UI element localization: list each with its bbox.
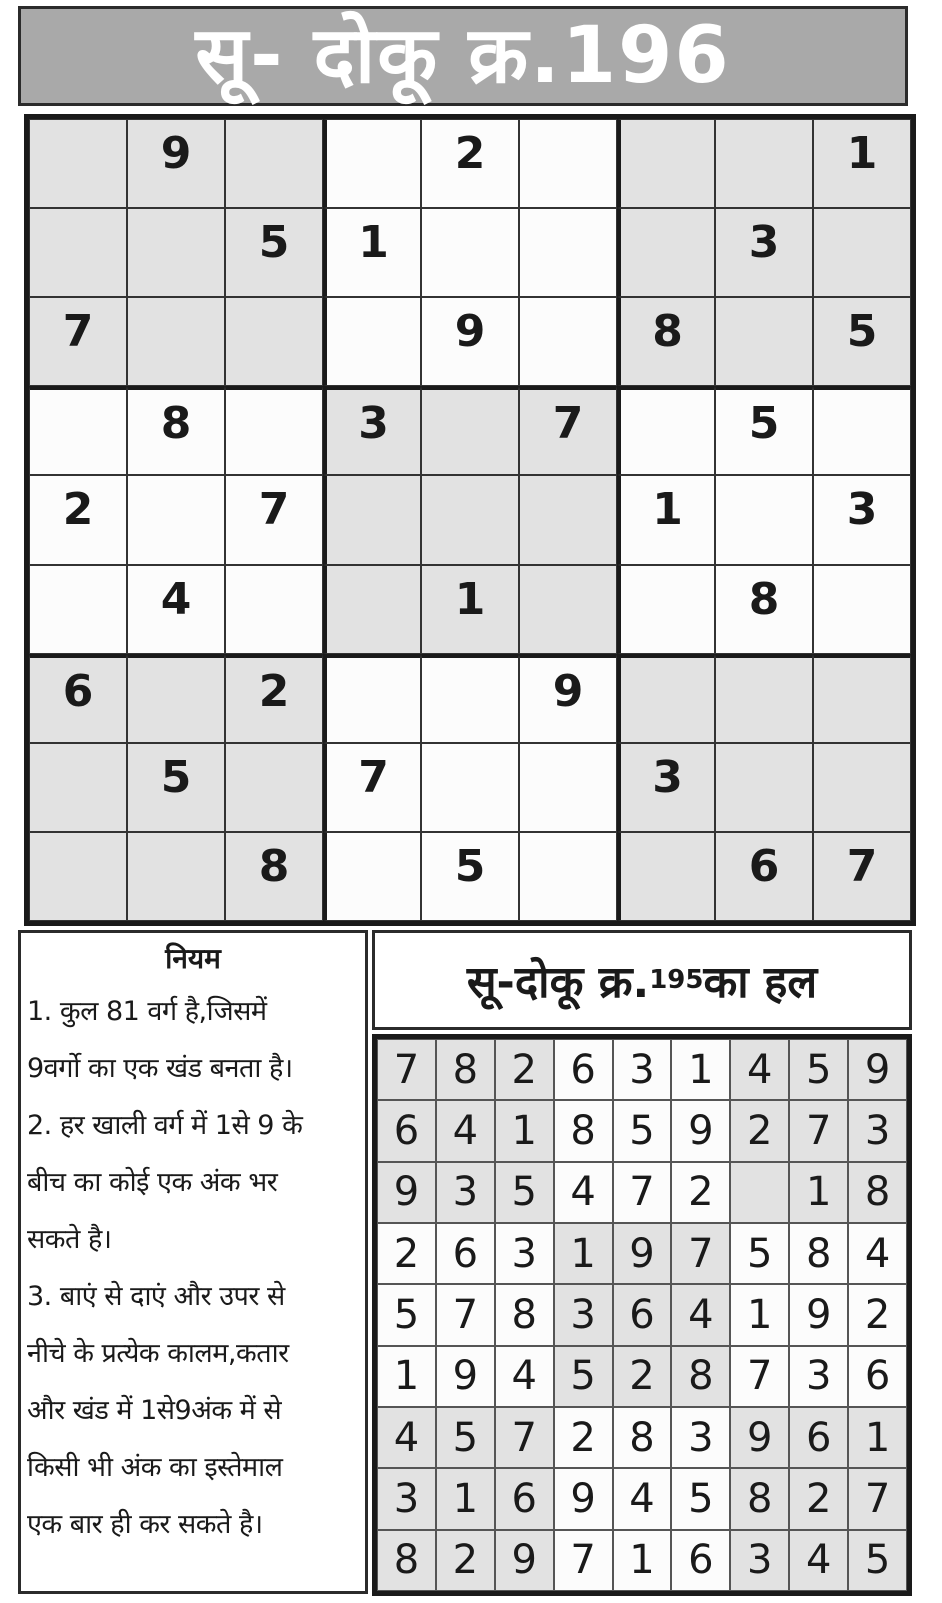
solution-cell: 4	[613, 1468, 672, 1529]
solution-cell: 6	[789, 1407, 848, 1468]
solution-heading-number: 195	[649, 965, 704, 995]
solution-cell: 3	[848, 1100, 907, 1161]
puzzle-cell[interactable]: 5	[715, 386, 813, 475]
solution-cell: 1	[495, 1100, 554, 1161]
solution-cell: 4	[554, 1162, 613, 1223]
puzzle-cell[interactable]	[127, 654, 225, 743]
puzzle-cell[interactable]	[715, 743, 813, 832]
rule-line: और खंड में 1से9अंक में से	[27, 1395, 282, 1426]
puzzle-cell[interactable]	[225, 386, 323, 475]
solution-cell: 2	[730, 1100, 789, 1161]
solution-cell: 2	[671, 1162, 730, 1223]
puzzle-cell[interactable]	[225, 297, 323, 386]
puzzle-cell[interactable]	[421, 475, 519, 564]
puzzle-cell[interactable]: 2	[29, 475, 127, 564]
solution-cell: 4	[848, 1223, 907, 1284]
solution-cell: 4	[789, 1530, 848, 1591]
solution-cell: 7	[730, 1346, 789, 1407]
puzzle-cell[interactable]	[421, 743, 519, 832]
rule-line: 1. कुल 81 वर्ग है,जिसमें	[27, 996, 267, 1027]
puzzle-cell[interactable]	[127, 832, 225, 921]
solution-cell: 7	[377, 1039, 436, 1100]
rule-line: 9वर्गो का एक खंड बनता है।	[27, 1053, 293, 1084]
solution-cell: 4	[671, 1284, 730, 1345]
solution-cell: 9	[848, 1039, 907, 1100]
solution-cell: 7	[613, 1162, 672, 1223]
puzzle-cell[interactable]	[29, 832, 127, 921]
solution-cell: 8	[436, 1039, 495, 1100]
puzzle-cell[interactable]	[519, 565, 617, 654]
puzzle-cell[interactable]: 7	[813, 832, 911, 921]
puzzle-cell[interactable]: 8	[617, 297, 715, 386]
puzzle-cell[interactable]	[715, 475, 813, 564]
puzzle-cell[interactable]	[813, 386, 911, 475]
puzzle-cell[interactable]: 2	[421, 119, 519, 208]
puzzle-cell[interactable]: 7	[29, 297, 127, 386]
solution-cell: 5	[789, 1039, 848, 1100]
puzzle-cell[interactable]	[421, 654, 519, 743]
puzzle-title: सू- दोकू क्र.196	[195, 11, 731, 101]
puzzle-cell[interactable]	[617, 565, 715, 654]
rule-line: 2. हर खाली वर्ग में 1से 9 के	[27, 1110, 303, 1141]
solution-cell: 7	[554, 1530, 613, 1591]
puzzle-cell[interactable]	[617, 832, 715, 921]
puzzle-cell[interactable]: 1	[813, 119, 911, 208]
solution-cell: 1	[789, 1162, 848, 1223]
rules-title: नियम	[165, 942, 221, 975]
solution-cell: 9	[730, 1407, 789, 1468]
solution-cell: 3	[613, 1039, 672, 1100]
solution-cell: 9	[377, 1162, 436, 1223]
puzzle-cell[interactable]	[225, 743, 323, 832]
solution-cell: 2	[436, 1530, 495, 1591]
solution-cell: 5	[848, 1530, 907, 1591]
puzzle-cell[interactable]: 3	[715, 208, 813, 297]
puzzle-cell[interactable]	[617, 654, 715, 743]
puzzle-cell[interactable]: 9	[519, 654, 617, 743]
puzzle-cell[interactable]	[519, 208, 617, 297]
puzzle-cell[interactable]: 4	[127, 565, 225, 654]
solution-cell: 1	[671, 1039, 730, 1100]
puzzle-cell[interactable]: 9	[421, 297, 519, 386]
puzzle-cell[interactable]	[715, 119, 813, 208]
puzzle-cell[interactable]	[519, 743, 617, 832]
puzzle-cell[interactable]	[29, 208, 127, 297]
puzzle-cell[interactable]: 7	[225, 475, 323, 564]
solution-cell: 9	[436, 1346, 495, 1407]
solution-cell	[730, 1162, 789, 1223]
solution-cell: 5	[554, 1346, 613, 1407]
solution-cell: 8	[495, 1284, 554, 1345]
solution-cell: 5	[377, 1284, 436, 1345]
solution-cell: 6	[554, 1039, 613, 1100]
puzzle-cell[interactable]: 5	[127, 743, 225, 832]
puzzle-cell[interactable]	[323, 475, 421, 564]
solution-cell: 3	[671, 1407, 730, 1468]
rules-panel	[18, 930, 368, 1594]
puzzle-cell[interactable]: 7	[323, 743, 421, 832]
rule-line: नीचे के प्रत्येक कालम,कतार	[27, 1338, 289, 1369]
puzzle-cell[interactable]: 5	[421, 832, 519, 921]
puzzle-cell[interactable]: 6	[29, 654, 127, 743]
puzzle-cell[interactable]: 1	[323, 208, 421, 297]
puzzle-cell[interactable]	[127, 208, 225, 297]
solution-cell: 7	[848, 1468, 907, 1529]
puzzle-cell[interactable]	[617, 119, 715, 208]
puzzle-cell[interactable]	[421, 386, 519, 475]
solution-cell: 8	[613, 1407, 672, 1468]
puzzle-cell[interactable]: 1	[421, 565, 519, 654]
solution-heading-prefix: सू-दोकू क्र.	[466, 957, 650, 1008]
solution-cell: 8	[848, 1162, 907, 1223]
puzzle-cell[interactable]: 8	[127, 386, 225, 475]
solution-cell: 6	[671, 1530, 730, 1591]
puzzle-cell[interactable]	[323, 654, 421, 743]
puzzle-cell[interactable]: 3	[813, 475, 911, 564]
solution-cell: 5	[436, 1407, 495, 1468]
puzzle-cell[interactable]	[29, 386, 127, 475]
puzzle-cell[interactable]	[519, 475, 617, 564]
solution-cell: 4	[730, 1039, 789, 1100]
puzzle-cell[interactable]: 7	[519, 386, 617, 475]
puzzle-cell[interactable]	[127, 475, 225, 564]
puzzle-cell[interactable]: 5	[225, 208, 323, 297]
puzzle-cell[interactable]	[813, 654, 911, 743]
solution-cell: 3	[377, 1468, 436, 1529]
rule-line: एक बार ही कर सकते है।	[27, 1509, 263, 1540]
puzzle-cell[interactable]	[323, 565, 421, 654]
puzzle-cell[interactable]	[127, 297, 225, 386]
solution-cell: 3	[789, 1346, 848, 1407]
puzzle-cell[interactable]	[225, 565, 323, 654]
puzzle-cell[interactable]	[617, 208, 715, 297]
solution-cell: 6	[377, 1100, 436, 1161]
puzzle-cell[interactable]: 9	[127, 119, 225, 208]
puzzle-cell[interactable]	[323, 119, 421, 208]
puzzle-cell[interactable]	[421, 208, 519, 297]
puzzle-cell[interactable]	[29, 743, 127, 832]
puzzle-cell[interactable]: 2	[225, 654, 323, 743]
solution-cell: 2	[789, 1468, 848, 1529]
solution-cell: 4	[495, 1346, 554, 1407]
solution-cell: 1	[730, 1284, 789, 1345]
puzzle-cell[interactable]	[225, 119, 323, 208]
solution-cell: 9	[789, 1284, 848, 1345]
puzzle-cell[interactable]	[323, 297, 421, 386]
solution-cell: 6	[613, 1284, 672, 1345]
puzzle-cell[interactable]: 6	[715, 832, 813, 921]
solution-cell: 8	[554, 1100, 613, 1161]
puzzle-cell[interactable]	[813, 565, 911, 654]
solution-cell: 2	[495, 1039, 554, 1100]
rule-line: सकते है।	[27, 1224, 112, 1255]
puzzle-cell[interactable]: 5	[813, 297, 911, 386]
solution-cell: 8	[671, 1346, 730, 1407]
puzzle-cell[interactable]	[323, 832, 421, 921]
solution-cell: 1	[613, 1530, 672, 1591]
solution-cell: 9	[671, 1100, 730, 1161]
solution-cell: 3	[436, 1162, 495, 1223]
solution-cell: 8	[730, 1468, 789, 1529]
solution-cell: 7	[789, 1100, 848, 1161]
solution-cell: 1	[377, 1346, 436, 1407]
solution-heading	[372, 930, 912, 1030]
solution-cell: 9	[495, 1530, 554, 1591]
puzzle-cell[interactable]	[617, 386, 715, 475]
puzzle-cell[interactable]	[715, 297, 813, 386]
puzzle-cell[interactable]: 3	[323, 386, 421, 475]
rule-line: बीच का कोई एक अंक भर	[27, 1167, 278, 1198]
solution-cell: 5	[671, 1468, 730, 1529]
solution-cell: 2	[554, 1407, 613, 1468]
solution-cell: 5	[730, 1223, 789, 1284]
solution-cell: 6	[848, 1346, 907, 1407]
puzzle-cell[interactable]	[813, 208, 911, 297]
solution-grid	[372, 1034, 912, 1596]
puzzle-cell[interactable]	[519, 297, 617, 386]
solution-cell: 1	[436, 1468, 495, 1529]
solution-cell: 3	[554, 1284, 613, 1345]
title-banner	[18, 6, 908, 106]
solution-cell: 7	[495, 1407, 554, 1468]
puzzle-cell[interactable]	[519, 832, 617, 921]
solution-heading-suffix: का हल	[703, 957, 818, 1008]
rule-line: किसी भी अंक का इस्तेमाल	[27, 1452, 283, 1483]
puzzle-cell[interactable]: 3	[617, 743, 715, 832]
solution-cell: 4	[436, 1100, 495, 1161]
solution-cell: 9	[554, 1468, 613, 1529]
puzzle-cell[interactable]	[29, 565, 127, 654]
solution-cell: 2	[613, 1346, 672, 1407]
solution-cell: 4	[377, 1407, 436, 1468]
rule-line: 3. बाएं से दाएं और उपर से	[27, 1281, 285, 1312]
puzzle-cell[interactable]	[519, 119, 617, 208]
puzzle-cell[interactable]	[29, 119, 127, 208]
solution-cell: 8	[789, 1223, 848, 1284]
solution-cell: 5	[613, 1100, 672, 1161]
solution-cell: 8	[377, 1530, 436, 1591]
solution-cell: 2	[848, 1284, 907, 1345]
solution-cell: 3	[730, 1530, 789, 1591]
solution-cell: 7	[436, 1284, 495, 1345]
solution-cell: 7	[671, 1223, 730, 1284]
solution-cell: 2	[377, 1223, 436, 1284]
solution-cell: 1	[848, 1407, 907, 1468]
solution-cell: 5	[495, 1162, 554, 1223]
solution-cell: 6	[495, 1468, 554, 1529]
puzzle-cell[interactable]	[715, 654, 813, 743]
sudoku-puzzle-grid	[24, 114, 916, 926]
puzzle-cell[interactable]	[813, 743, 911, 832]
puzzle-cell[interactable]: 1	[617, 475, 715, 564]
puzzle-cell[interactable]: 8	[715, 565, 813, 654]
solution-cell: 3	[495, 1223, 554, 1284]
solution-cell: 9	[613, 1223, 672, 1284]
solution-cell: 6	[436, 1223, 495, 1284]
puzzle-cell[interactable]: 8	[225, 832, 323, 921]
solution-cell: 1	[554, 1223, 613, 1284]
